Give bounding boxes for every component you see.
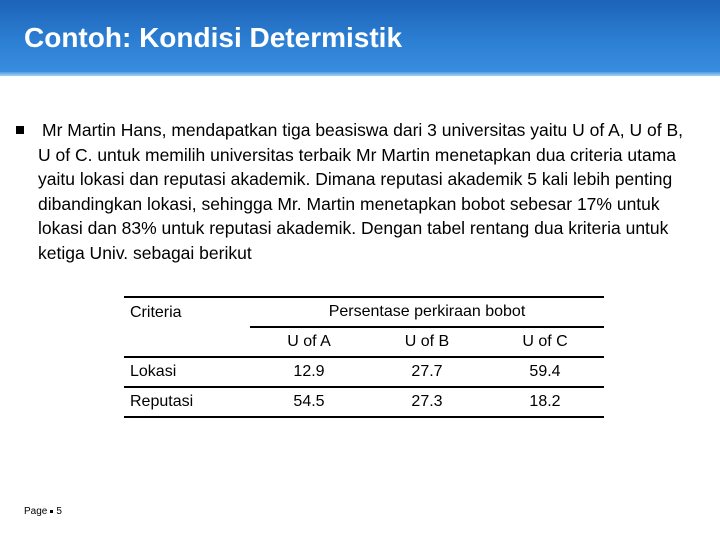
column-header: U of C xyxy=(486,327,604,357)
bullet-item xyxy=(16,118,692,265)
table-cell: 59.4 xyxy=(486,357,604,387)
table-cell: 54.5 xyxy=(250,387,368,417)
weights-table xyxy=(124,296,604,418)
table-cell: 27.7 xyxy=(368,357,486,387)
page-footer xyxy=(24,506,62,517)
square-bullet-icon xyxy=(16,126,24,134)
table-cell: 12.9 xyxy=(250,357,368,387)
column-header: U of B xyxy=(368,327,486,357)
table-row xyxy=(124,387,604,417)
page-label: Page xyxy=(24,506,48,517)
footer-dot-icon xyxy=(50,510,53,513)
bullet-text: Mr Martin Hans, mendapatkan tiga beasiswa dari 3 universitas yaitu U of A, U of B, U of C. untuk memilih universitas terbaik Mr Martin menetapkan dua criteria utama yaitu lokasi dan reputasi akademik. Dimana reputasi akademik 5 kali lebih penting dibandingkan lokasi, sehingga Mr. Martin menetapkan bobot sebesar 17% untuk lokasi dan 83% untuk reputasi akademik. Dengan tabel rentang dua kriteria untuk ketiga Univ. sebagai berikut xyxy=(38,120,683,263)
group-header: Persentase perkiraan bobot xyxy=(250,297,604,327)
table-header-row xyxy=(124,297,604,327)
table-subheader-row xyxy=(124,327,604,357)
row-label: Lokasi xyxy=(124,357,250,387)
criteria-header: Criteria xyxy=(124,297,250,327)
table-cell: 18.2 xyxy=(486,387,604,417)
criteria-header-spacer xyxy=(124,327,250,357)
table-row xyxy=(124,357,604,387)
column-header: U of A xyxy=(250,327,368,357)
title-bar xyxy=(0,0,720,76)
row-label: Reputasi xyxy=(124,387,250,417)
slide-title: Contoh: Kondisi Determistik xyxy=(24,22,403,53)
page-number: 5 xyxy=(56,506,62,517)
table-cell: 27.3 xyxy=(368,387,486,417)
